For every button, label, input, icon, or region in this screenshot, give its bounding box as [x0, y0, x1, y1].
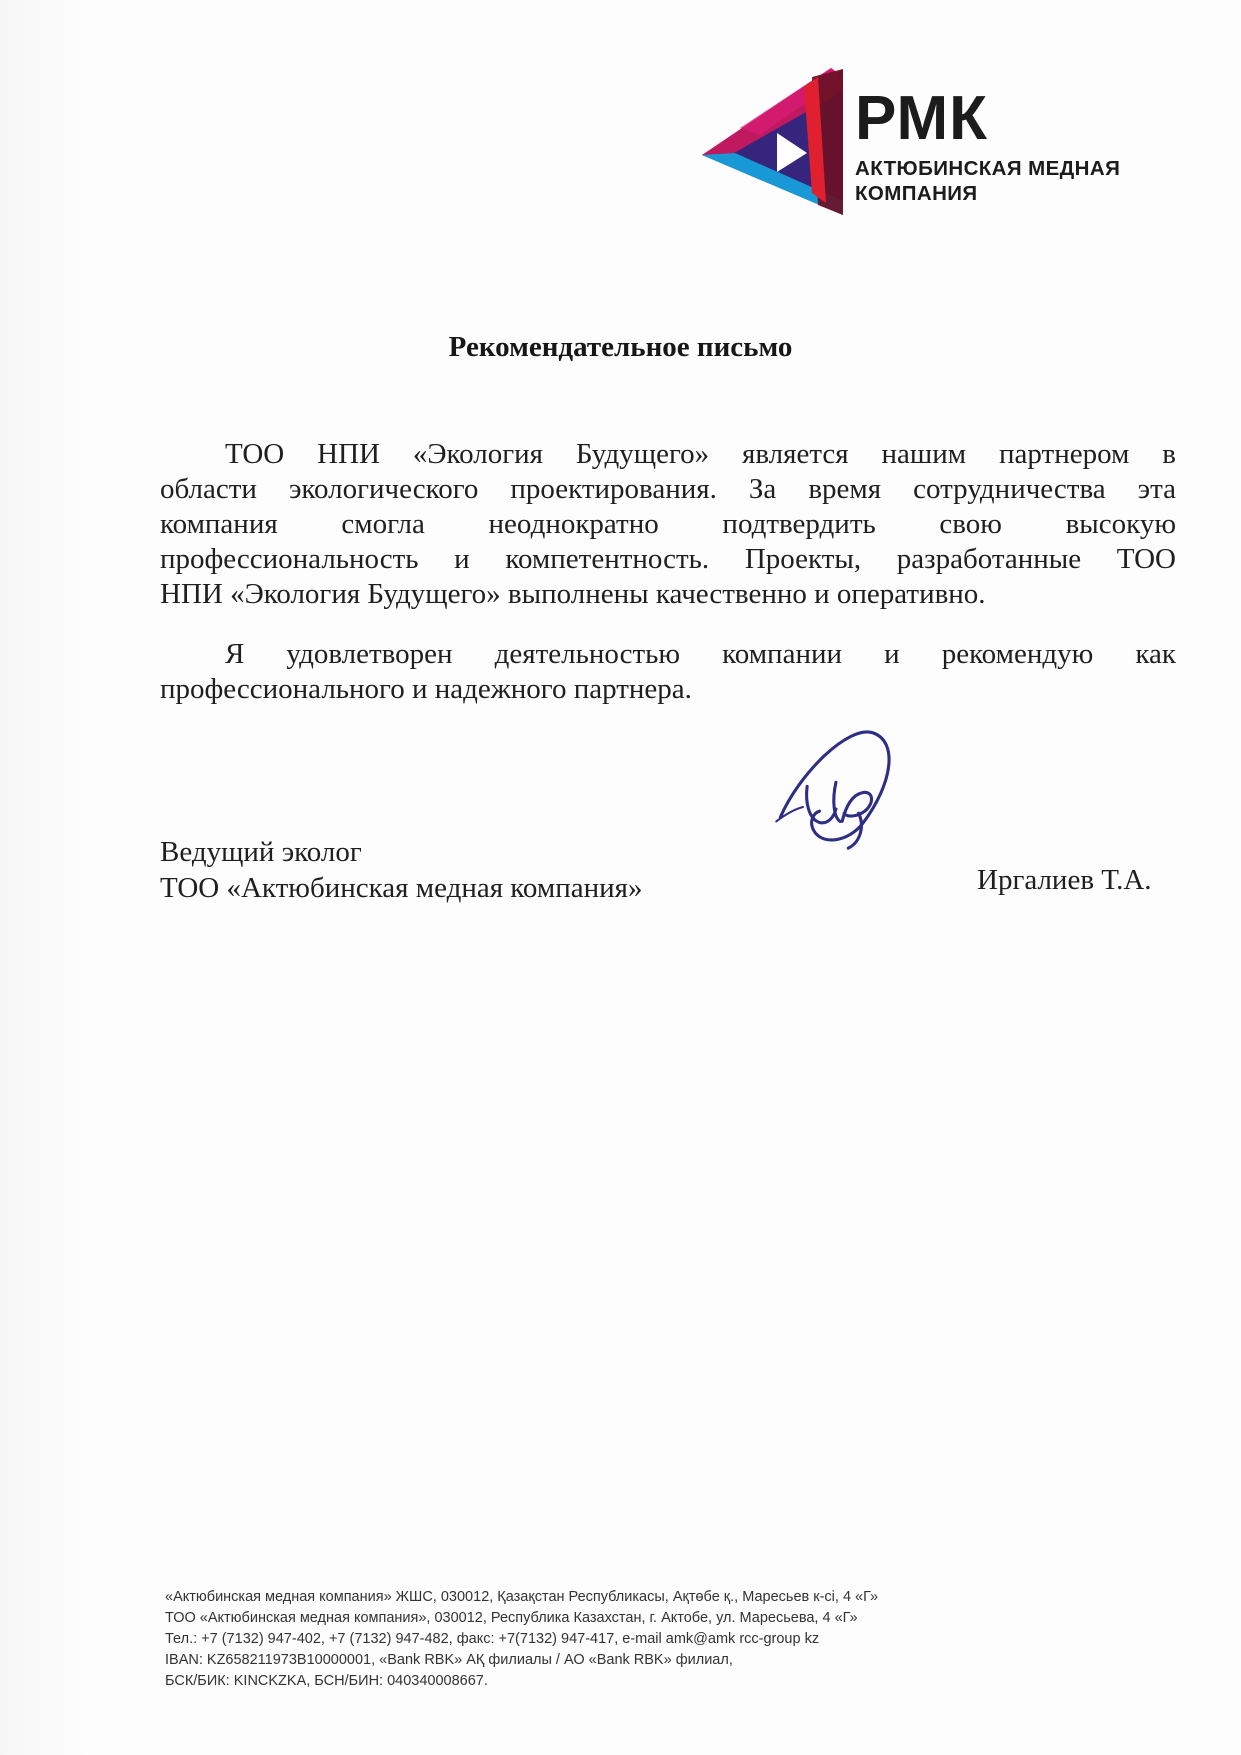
paragraph-2: [160, 637, 1176, 707]
logo-text: [855, 65, 1120, 217]
footer-address-kz: «Актюбинская медная компания» ЖШС, 030012, Қазақстан Республикасы, Ақтөбе қ., Маресьев к-сі, 4 «Г»: [165, 1589, 879, 1605]
signer-position-line2: ТОО «Актюбинская медная компания»: [160, 872, 643, 904]
logo-subtitle-line2: КОМПАНИЯ: [855, 182, 978, 205]
footer-contacts: Тел.: +7 (7132) 947-402, +7 (7132) 947-482, факс: +7(7132) 947-417, e-mail amk@amk rcc-group kz: [165, 1631, 820, 1647]
signer-position-line1: Ведущий эколог: [160, 836, 362, 868]
letter-title: Рекомендательное письмо: [448, 331, 793, 363]
footer-address-ru: ТОО «Актюбинская медная компания», 030012, Республика Казахстан, г. Актобе, ул. Маресьева, 4 «Г»: [165, 1610, 858, 1626]
logo-subtitle-line1: АКТЮБИНСКАЯ МЕДНАЯ: [855, 157, 1121, 180]
letterhead-footer: [165, 1587, 1125, 1692]
footer-bik-bin: БСК/БИК: KINCKZKA, БСН/БИН: 040340008667.: [165, 1673, 488, 1689]
paragraph-1-line: компания смогла неоднократно подтвердить свою высокую: [160, 508, 1176, 540]
letter-body: [160, 437, 1176, 732]
footer-iban: IBAN: KZ658211973B10000001, «Bank RBK» АҚ филиалы / АО «Bank RBK» филиал,: [165, 1652, 733, 1668]
signer-position-block: [160, 834, 643, 906]
paragraph-1-line: области экологического проектирования. За время сотрудничества эта: [160, 473, 1176, 505]
handwritten-signature: [768, 722, 943, 857]
paragraph-1-line: ТОО НПИ «Экология Будущего» является нашим партнером в: [225, 438, 1176, 470]
paragraph-2-line: Я удовлетворен деятельностью компании и рекомендую как: [225, 638, 1176, 670]
paragraph-1-line: профессиональность и компетентность. Проекты, разработанные ТОО: [160, 543, 1176, 575]
logo-brand-name: РМК: [855, 84, 989, 153]
company-logo: [700, 65, 1120, 217]
signer-name: Иргалиев Т.А.: [977, 864, 1152, 896]
paragraph-2-line: профессионального и надежного партнера.: [160, 673, 692, 705]
rmk-triangle-logo-icon: [700, 65, 845, 217]
paragraph-1: [160, 437, 1176, 612]
paragraph-1-line: НПИ «Экология Будущего» выполнены качественно и оперативно.: [160, 578, 986, 610]
